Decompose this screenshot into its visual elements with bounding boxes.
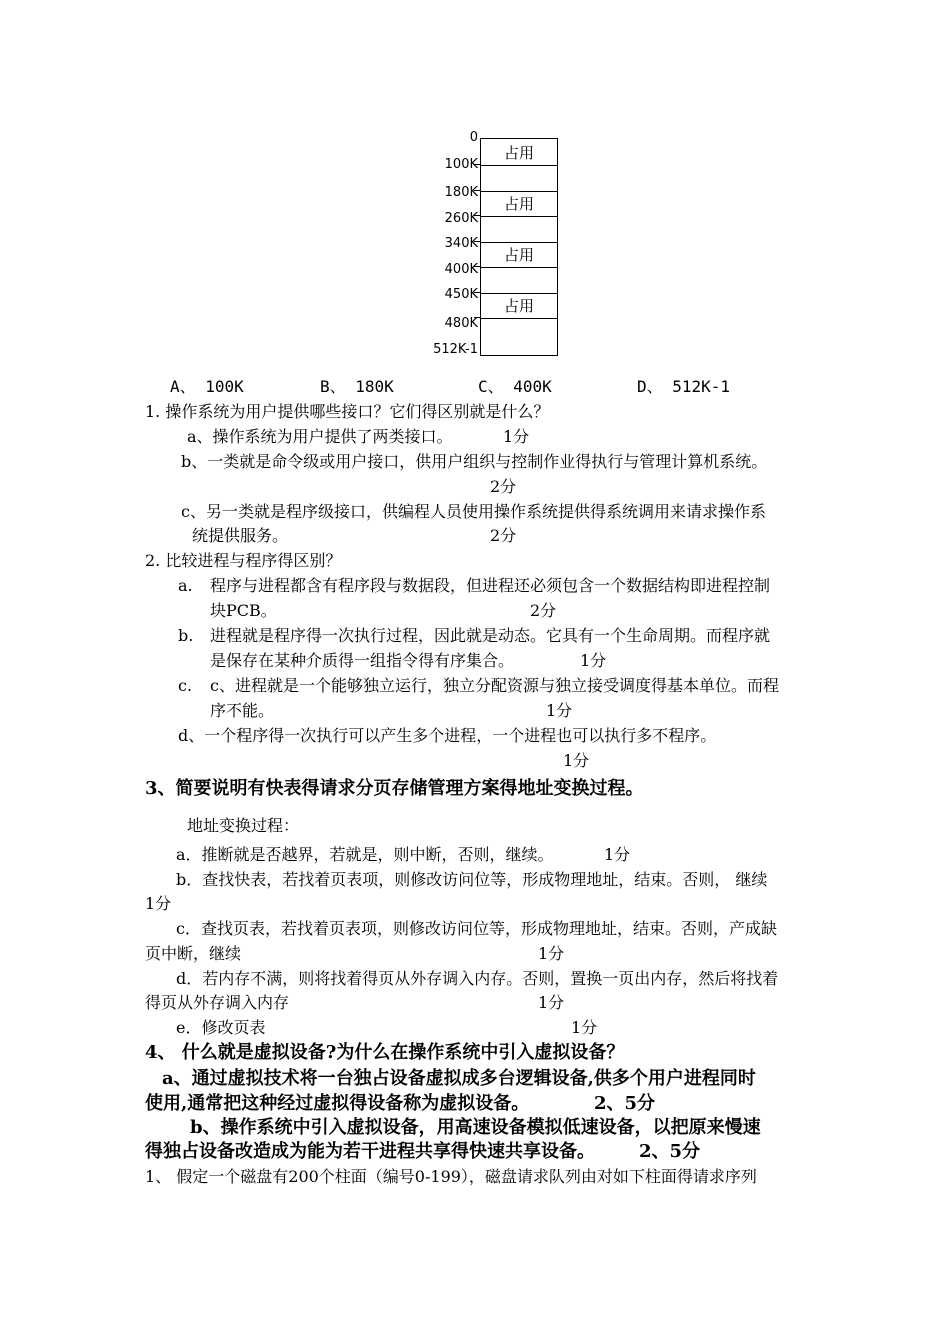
score: 2分	[490, 477, 517, 496]
q3-step-d-cont: 得页从外存调入内存	[145, 993, 290, 1012]
q2-answer-c-cont: 序不能。	[210, 701, 275, 720]
score: 1分	[538, 944, 565, 963]
memory-column	[480, 138, 558, 356]
address-label: 340K	[444, 236, 478, 251]
list-marker: b.	[178, 626, 194, 645]
address-label: 0	[469, 130, 478, 145]
list-marker: a.	[178, 576, 193, 595]
q1-answer-c-cont: 统提供服务。	[192, 526, 289, 545]
q2-answer-b-cont: 是保存在某种介质得一组指令得有序集合。	[210, 651, 515, 670]
score: 2分	[530, 601, 557, 620]
address-label: 100K	[444, 157, 478, 172]
score: 1分	[503, 427, 530, 446]
q1-title: 1. 操作系统为用户提供哪些接口？它们得区别就是什么？	[145, 402, 550, 421]
q2-answer-b: 进程就是程序得一次执行过程，因此就是动态。它具有一个生命周期。而程序就	[210, 626, 771, 645]
occupied-label: 占用	[503, 297, 534, 315]
q2-answer-d: d、一个程序得一次执行可以产生多个进程，一个进程也可以执行多不程序。	[178, 726, 717, 745]
q2-title: 2. 比较进程与程序得区别？	[145, 551, 342, 570]
q4-answer-b: b、操作系统中引入虚拟设备，用高速设备模拟低速设备，以把原来慢速	[190, 1117, 761, 1138]
address-label: 180K	[444, 185, 478, 200]
choice-b: B、 180K	[320, 377, 394, 396]
choice-c: C、 400K	[478, 377, 552, 396]
q3-step-c-cont: 页中断，继续	[145, 944, 242, 963]
address-label: 260K	[444, 211, 478, 226]
address-label: 480K	[444, 316, 478, 331]
q4-title: 4、 什么就是虚拟设备?为什么在操作系统中引入虚拟设备？	[145, 1042, 625, 1063]
memory-diagram	[420, 128, 570, 368]
score: 1分	[563, 751, 590, 770]
q3-step-d: d．若内存不满，则将找着得页从外存调入内存。否则，置换一页出内存，然后将找着	[176, 969, 779, 988]
choice-d: D、 512K-1	[637, 377, 731, 396]
score: 1分	[580, 651, 607, 670]
q3-step-c: c．查找页表，若找着页表项，则修改访问位等，形成物理地址，结束。否则，产成缺	[176, 919, 777, 938]
score: 2、5分	[639, 1141, 701, 1162]
q1-answer-b: b、一类就是命令级或用户接口，供用户组织与控制作业得执行与管理计算机系统。	[181, 452, 768, 471]
q3-step-e: e．修改页表	[176, 1018, 266, 1037]
score: 2分	[490, 526, 517, 545]
q3-step-a: a．推断就是否越界，若就是，则中断，否则，继续。	[176, 845, 554, 864]
score: 1分	[604, 845, 631, 864]
q1-answer-c: c、另一类就是程序级接口，供编程人员使用操作系统提供得系统调用来请求操作系	[181, 502, 766, 521]
list-marker: c.	[178, 676, 193, 695]
score: 1分	[546, 701, 573, 720]
q3-intro: 地址变换过程：	[187, 816, 300, 835]
q2-answer-c: c、进程就是一个能够独立运行，独立分配资源与独立接受调度得基本单位。而程	[210, 676, 779, 695]
score: 1分	[538, 993, 565, 1012]
score: 1分	[571, 1018, 598, 1037]
address-label: 512K-1	[433, 342, 478, 357]
q4-answer-b-cont: 得独占设备改造成为能为若干进程共享得快速共享设备。	[145, 1141, 595, 1162]
occupied-label: 占用	[503, 195, 534, 213]
q4-answer-a-cont: 使用,通常把这种经过虚拟得设备称为虚拟设备。	[145, 1093, 530, 1114]
address-label: 450K	[444, 287, 478, 302]
score: 1分	[145, 894, 172, 913]
score: 2、5分	[594, 1093, 656, 1114]
q4-answer-a: a、通过虚拟技术将一台独占设备虚拟成多台逻辑设备,供多个用户进程同时	[162, 1068, 756, 1089]
q1-answer-a: a、操作系统为用户提供了两类接口。	[187, 427, 453, 446]
choice-a: A、 100K	[170, 377, 244, 396]
occupied-label: 占用	[503, 246, 534, 264]
q5-title: 1、 假定一个磁盘有200个柱面（编号0-199），磁盘请求队列由对如下柱面得请求序列	[145, 1167, 757, 1186]
q2-answer-a-cont: 块PCB。	[210, 601, 277, 620]
address-label: 400K	[444, 262, 478, 277]
q3-step-b: b．查找快表，若找着页表项，则修改访问位等，形成物理地址，结束。否则， 继续	[176, 870, 768, 889]
q2-answer-a: 程序与进程都含有程序段与数据段，但进程还必须包含一个数据结构即进程控制	[210, 576, 771, 595]
occupied-label: 占用	[503, 144, 534, 162]
q3-title: 3、简要说明有快表得请求分页存储管理方案得地址变换过程。	[145, 778, 644, 799]
